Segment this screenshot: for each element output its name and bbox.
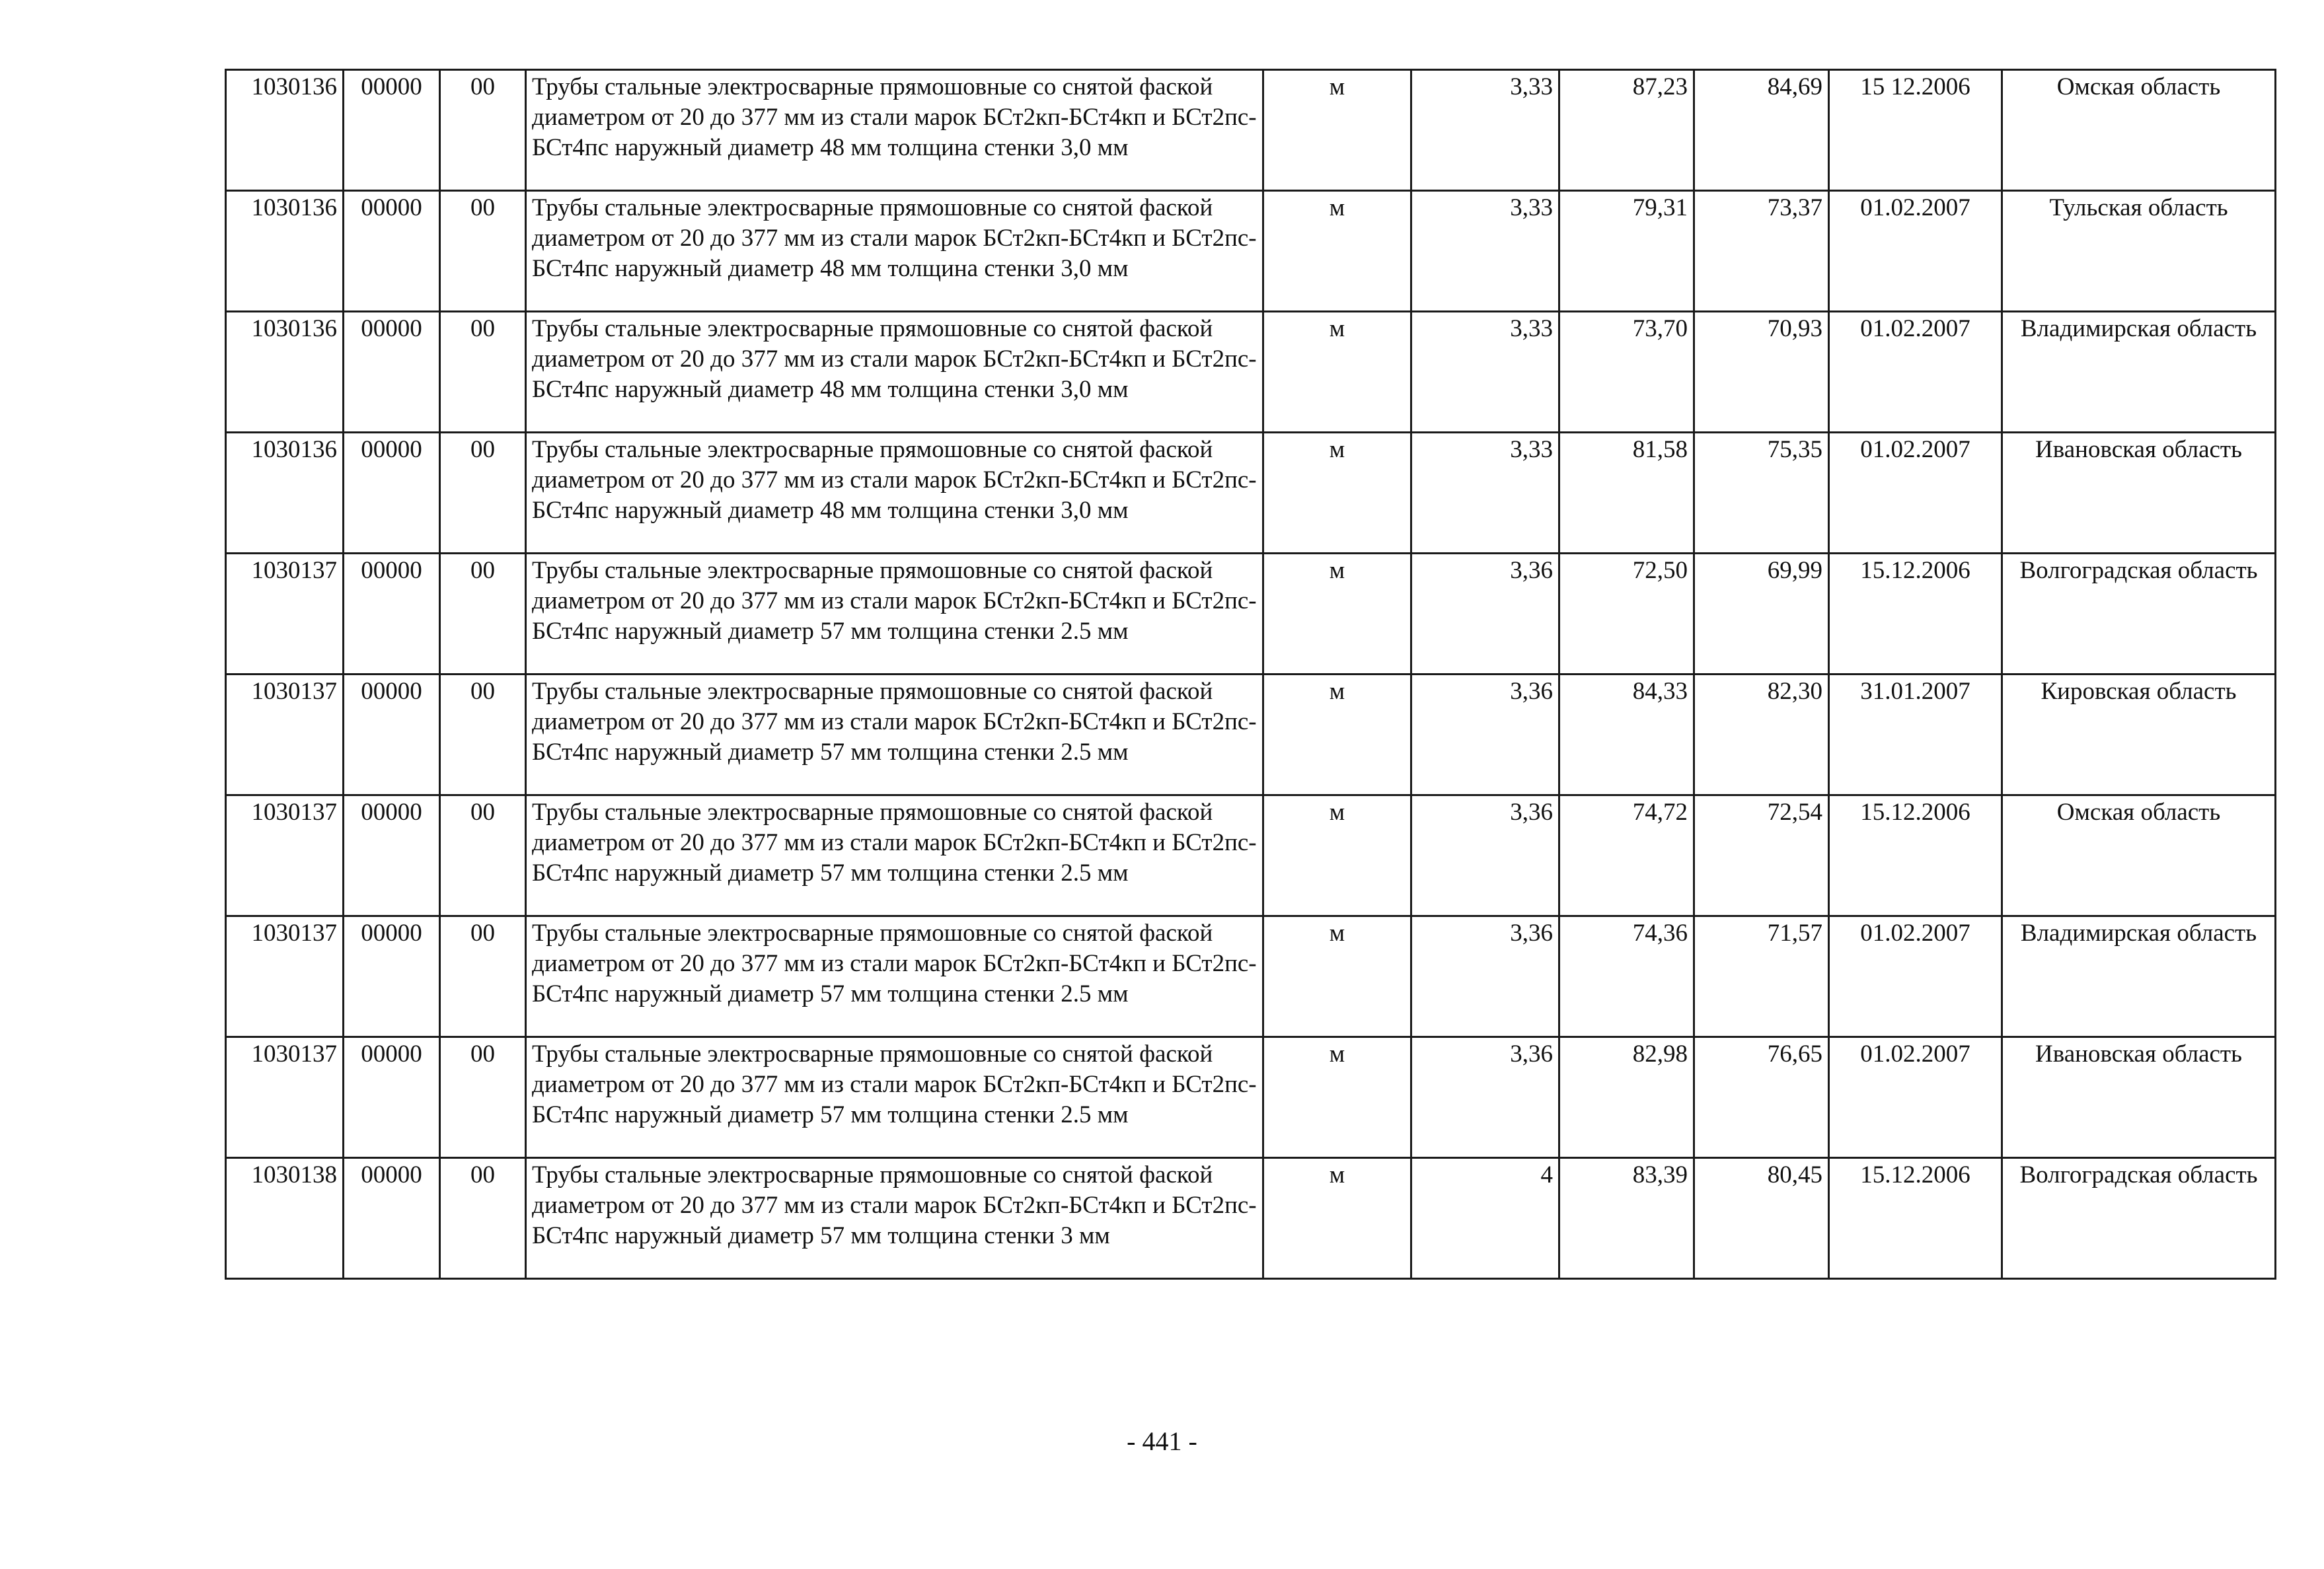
price-date-cell: 15 12.2006 (1829, 70, 2002, 191)
item-code-cell: 1030137 (226, 554, 344, 675)
price-date-cell: 01.02.2007 (1829, 1037, 2002, 1158)
table-row (226, 70, 2276, 191)
price-with-vat-cell: 74,72 (1559, 795, 1694, 916)
item-subcode-cell: 00000 (344, 1158, 440, 1279)
norm-value-cell: 3,33 (1411, 433, 1559, 554)
region-cell: Волгоградская область (2002, 554, 2276, 675)
item-suffix-cell: 00 (440, 554, 526, 675)
price-date-cell: 15.12.2006 (1829, 1158, 2002, 1279)
price-with-vat-cell: 74,36 (1559, 916, 1694, 1037)
item-name-cell: Трубы стальные электросварные прямошовные со снятой фаской диаметром от 20 до 377 мм из стали марок БСт2кп-БСт4кп и БСт2пс-БСт4пс наружный диаметр 57 мм толщина стенки 2.5 мм (526, 675, 1263, 795)
price-date-cell: 15.12.2006 (1829, 795, 2002, 916)
item-suffix-cell: 00 (440, 916, 526, 1037)
item-code-cell: 1030136 (226, 433, 344, 554)
item-code-cell: 1030136 (226, 70, 344, 191)
norm-value-cell: 3,33 (1411, 312, 1559, 433)
region-cell: Тульская область (2002, 191, 2276, 312)
item-code-cell: 1030137 (226, 1037, 344, 1158)
norm-value-cell: 3,36 (1411, 554, 1559, 675)
unit-cell: м (1263, 554, 1411, 675)
price-without-vat-cell: 72,54 (1694, 795, 1829, 916)
norm-value-cell: 4 (1411, 1158, 1559, 1279)
norm-value-cell: 3,33 (1411, 70, 1559, 191)
item-subcode-cell: 00000 (344, 70, 440, 191)
item-name-cell: Трубы стальные электросварные прямошовные со снятой фаской диаметром от 20 до 377 мм из стали марок БСт2кп-БСт4кп и БСт2пс-БСт4пс наружный диаметр 48 мм толщина стенки 3,0 мм (526, 191, 1263, 312)
region-cell: Омская область (2002, 795, 2276, 916)
table-row (226, 795, 2276, 916)
norm-value-cell: 3,36 (1411, 795, 1559, 916)
table-row (226, 916, 2276, 1037)
norm-value-cell: 3,36 (1411, 916, 1559, 1037)
item-code-cell: 1030136 (226, 312, 344, 433)
unit-cell: м (1263, 191, 1411, 312)
item-suffix-cell: 00 (440, 433, 526, 554)
price-without-vat-cell: 76,65 (1694, 1037, 1829, 1158)
price-with-vat-cell: 82,98 (1559, 1037, 1694, 1158)
item-suffix-cell: 00 (440, 1037, 526, 1158)
item-subcode-cell: 00000 (344, 675, 440, 795)
item-subcode-cell: 00000 (344, 312, 440, 433)
table-row (226, 433, 2276, 554)
unit-cell: м (1263, 916, 1411, 1037)
region-cell: Омская область (2002, 70, 2276, 191)
table-row (226, 191, 2276, 312)
region-cell: Волгоградская область (2002, 1158, 2276, 1279)
price-with-vat-cell: 83,39 (1559, 1158, 1694, 1279)
item-suffix-cell: 00 (440, 675, 526, 795)
item-suffix-cell: 00 (440, 70, 526, 191)
unit-cell: м (1263, 312, 1411, 433)
price-table (225, 69, 2276, 1280)
price-date-cell: 01.02.2007 (1829, 916, 2002, 1037)
table-row (226, 312, 2276, 433)
item-name-cell: Трубы стальные электросварные прямошовные со снятой фаской диаметром от 20 до 377 мм из стали марок БСт2кп-БСт4кп и БСт2пс-БСт4пс наружный диаметр 57 мм толщина стенки 3 мм (526, 1158, 1263, 1279)
norm-value-cell: 3,36 (1411, 1037, 1559, 1158)
item-name-cell: Трубы стальные электросварные прямошовные со снятой фаской диаметром от 20 до 377 мм из стали марок БСт2кп-БСт4кп и БСт2пс-БСт4пс наружный диаметр 57 мм толщина стенки 2.5 мм (526, 916, 1263, 1037)
unit-cell: м (1263, 1037, 1411, 1158)
price-without-vat-cell: 80,45 (1694, 1158, 1829, 1279)
item-code-cell: 1030137 (226, 675, 344, 795)
price-without-vat-cell: 69,99 (1694, 554, 1829, 675)
unit-cell: м (1263, 433, 1411, 554)
item-subcode-cell: 00000 (344, 191, 440, 312)
item-code-cell: 1030136 (226, 191, 344, 312)
norm-value-cell: 3,36 (1411, 675, 1559, 795)
unit-cell: м (1263, 70, 1411, 191)
price-date-cell: 01.02.2007 (1829, 312, 2002, 433)
region-cell: Владимирская область (2002, 312, 2276, 433)
item-subcode-cell: 00000 (344, 1037, 440, 1158)
region-cell: Владимирская область (2002, 916, 2276, 1037)
item-suffix-cell: 00 (440, 1158, 526, 1279)
item-subcode-cell: 00000 (344, 795, 440, 916)
item-code-cell: 1030138 (226, 1158, 344, 1279)
table-row (226, 1037, 2276, 1158)
region-cell: Ивановская область (2002, 433, 2276, 554)
item-name-cell: Трубы стальные электросварные прямошовные со снятой фаской диаметром от 20 до 377 мм из стали марок БСт2кп-БСт4кп и БСт2пс-БСт4пс наружный диаметр 48 мм толщина стенки 3,0 мм (526, 312, 1263, 433)
price-date-cell: 31.01.2007 (1829, 675, 2002, 795)
price-without-vat-cell: 71,57 (1694, 916, 1829, 1037)
unit-cell: м (1263, 795, 1411, 916)
price-with-vat-cell: 79,31 (1559, 191, 1694, 312)
price-without-vat-cell: 73,37 (1694, 191, 1829, 312)
item-suffix-cell: 00 (440, 795, 526, 916)
region-cell: Ивановская область (2002, 1037, 2276, 1158)
item-name-cell: Трубы стальные электросварные прямошовные со снятой фаской диаметром от 20 до 377 мм из стали марок БСт2кп-БСт4кп и БСт2пс-БСт4пс наружный диаметр 57 мм толщина стенки 2.5 мм (526, 795, 1263, 916)
table-row (226, 1158, 2276, 1279)
item-name-cell: Трубы стальные электросварные прямошовные со снятой фаской диаметром от 20 до 377 мм из стали марок БСт2кп-БСт4кп и БСт2пс-БСт4пс наружный диаметр 48 мм толщина стенки 3,0 мм (526, 70, 1263, 191)
item-subcode-cell: 00000 (344, 433, 440, 554)
item-suffix-cell: 00 (440, 191, 526, 312)
price-table-body (226, 70, 2276, 1279)
region-cell: Кировская область (2002, 675, 2276, 795)
price-date-cell: 01.02.2007 (1829, 433, 2002, 554)
price-with-vat-cell: 84,33 (1559, 675, 1694, 795)
item-subcode-cell: 00000 (344, 554, 440, 675)
page-number: - 441 - (1127, 1426, 1197, 1456)
item-subcode-cell: 00000 (344, 916, 440, 1037)
price-without-vat-cell: 75,35 (1694, 433, 1829, 554)
price-date-cell: 01.02.2007 (1829, 191, 2002, 312)
price-without-vat-cell: 70,93 (1694, 312, 1829, 433)
price-with-vat-cell: 87,23 (1559, 70, 1694, 191)
price-with-vat-cell: 73,70 (1559, 312, 1694, 433)
price-without-vat-cell: 82,30 (1694, 675, 1829, 795)
price-without-vat-cell: 84,69 (1694, 70, 1829, 191)
item-suffix-cell: 00 (440, 312, 526, 433)
unit-cell: м (1263, 675, 1411, 795)
item-name-cell: Трубы стальные электросварные прямошовные со снятой фаской диаметром от 20 до 377 мм из стали марок БСт2кп-БСт4кп и БСт2пс-БСт4пс наружный диаметр 57 мм толщина стенки 2.5 мм (526, 1037, 1263, 1158)
table-row (226, 675, 2276, 795)
item-name-cell: Трубы стальные электросварные прямошовные со снятой фаской диаметром от 20 до 377 мм из стали марок БСт2кп-БСт4кп и БСт2пс-БСт4пс наружный диаметр 48 мм толщина стенки 3,0 мм (526, 433, 1263, 554)
item-code-cell: 1030137 (226, 795, 344, 916)
item-code-cell: 1030137 (226, 916, 344, 1037)
item-name-cell: Трубы стальные электросварные прямошовные со снятой фаской диаметром от 20 до 377 мм из стали марок БСт2кп-БСт4кп и БСт2пс-БСт4пс наружный диаметр 57 мм толщина стенки 2.5 мм (526, 554, 1263, 675)
table-row (226, 554, 2276, 675)
price-date-cell: 15.12.2006 (1829, 554, 2002, 675)
price-with-vat-cell: 72,50 (1559, 554, 1694, 675)
unit-cell: м (1263, 1158, 1411, 1279)
norm-value-cell: 3,33 (1411, 191, 1559, 312)
price-with-vat-cell: 81,58 (1559, 433, 1694, 554)
